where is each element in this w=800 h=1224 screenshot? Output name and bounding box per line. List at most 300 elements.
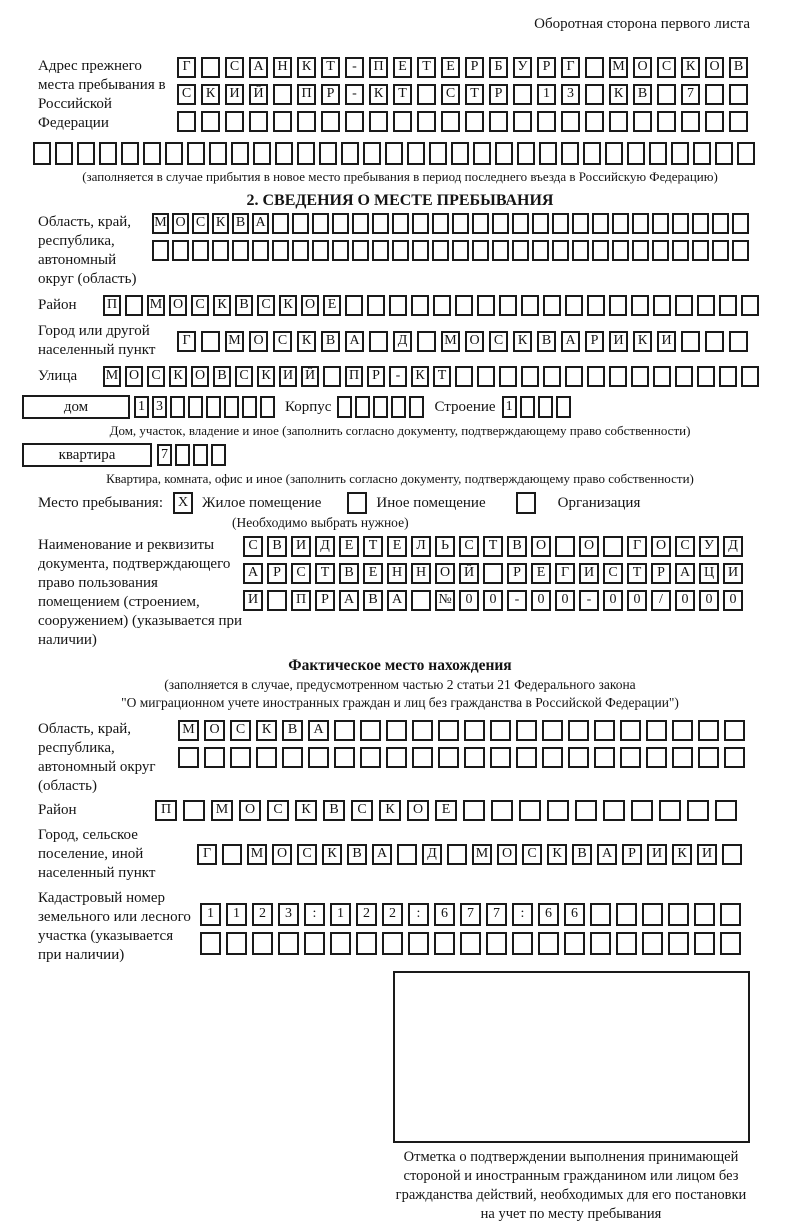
char-cell — [483, 563, 503, 584]
char-cell — [547, 800, 569, 821]
char-cell: Д — [422, 844, 442, 865]
char-cell: О — [272, 844, 292, 865]
char-cell: Е — [441, 57, 460, 78]
city-label: Город или другой населенный пункт — [38, 323, 156, 358]
char-cell — [355, 396, 370, 418]
actual-location-title: Фактическое место нахождения — [288, 657, 512, 674]
char-cell — [455, 366, 473, 387]
char-cell — [612, 240, 629, 261]
char-cell: Т — [465, 84, 484, 105]
char-cell: К — [201, 84, 220, 105]
char-cell: 2 — [356, 903, 377, 926]
char-cell — [273, 84, 292, 105]
char-cell — [652, 213, 669, 234]
char-cell — [253, 142, 271, 165]
char-cell: Т — [363, 536, 383, 557]
char-cell: М — [472, 844, 492, 865]
char-cell: 7 — [486, 903, 507, 926]
char-cell — [616, 932, 637, 955]
char-cell: И — [697, 844, 717, 865]
char-cell — [649, 142, 667, 165]
region3-label: Область, край, республика, автономный округ (область) — [38, 721, 156, 794]
char-cell: Н — [387, 563, 407, 584]
char-cell: Е — [435, 800, 457, 821]
char-cell — [697, 366, 715, 387]
char-cell — [200, 932, 221, 955]
char-cell — [486, 932, 507, 955]
char-cell — [407, 142, 425, 165]
char-cell — [345, 295, 363, 316]
char-cell — [363, 142, 381, 165]
char-cell: 0 — [627, 590, 647, 611]
char-cell — [532, 240, 549, 261]
prev-address-grid — [177, 57, 748, 132]
char-cell — [672, 720, 693, 741]
char-cell: В — [339, 563, 359, 584]
char-cell — [372, 213, 389, 234]
char-cell — [175, 444, 190, 466]
char-cell — [724, 747, 745, 768]
char-cell: Г — [177, 331, 196, 352]
char-grid-row — [243, 563, 743, 584]
char-cell — [668, 903, 689, 926]
char-cell: С — [192, 213, 209, 234]
char-cell: Г — [177, 57, 196, 78]
char-cell — [489, 111, 508, 132]
char-cell — [521, 295, 539, 316]
char-cell: Е — [393, 57, 412, 78]
char-cell — [178, 747, 199, 768]
char-cell: 1 — [134, 396, 149, 418]
char-cell — [177, 111, 196, 132]
char-grid-row — [134, 396, 275, 418]
char-cell: Р — [321, 84, 340, 105]
char-cell — [556, 396, 571, 418]
document-grid — [243, 536, 743, 611]
char-cell — [632, 240, 649, 261]
house-box: дом — [22, 395, 130, 419]
district-label: Район — [38, 297, 77, 313]
char-cell — [672, 747, 693, 768]
char-cell — [432, 240, 449, 261]
char-cell — [572, 213, 589, 234]
char-cell: Й — [301, 366, 319, 387]
char-cell — [409, 396, 424, 418]
char-cell: В — [213, 366, 231, 387]
char-cell: П — [369, 57, 388, 78]
char-cell: Р — [585, 331, 604, 352]
char-cell: М — [441, 331, 460, 352]
char-cell — [297, 142, 315, 165]
char-cell: М — [247, 844, 267, 865]
char-cell — [206, 396, 221, 418]
char-cell — [465, 111, 484, 132]
char-cell — [332, 213, 349, 234]
char-cell: А — [252, 213, 269, 234]
char-cell — [712, 213, 729, 234]
apartment-row — [22, 443, 778, 467]
char-cell — [231, 142, 249, 165]
char-cell — [732, 240, 749, 261]
char-cell — [729, 111, 748, 132]
char-cell: В — [729, 57, 748, 78]
char-cell: И — [291, 536, 311, 557]
char-cell — [477, 366, 495, 387]
char-cell: Р — [537, 57, 556, 78]
char-cell: У — [699, 536, 719, 557]
char-cell — [193, 444, 208, 466]
char-grid-row — [152, 213, 749, 234]
char-cell: О — [407, 800, 429, 821]
char-cell — [273, 111, 292, 132]
char-cell: М — [152, 213, 169, 234]
char-cell: С — [675, 536, 695, 557]
char-cell: С — [230, 720, 251, 741]
char-cell — [590, 903, 611, 926]
char-cell — [209, 142, 227, 165]
char-cell — [188, 396, 203, 418]
char-cell — [646, 747, 667, 768]
char-cell: № — [435, 590, 455, 611]
confirmation-caption-line: гражданства действий, необходимых для его постановки — [395, 1187, 747, 1203]
char-cell — [352, 240, 369, 261]
char-cell — [417, 331, 436, 352]
char-cell — [552, 240, 569, 261]
confirmation-caption-line: на учет по месту пребывания — [480, 1206, 662, 1222]
char-cell — [513, 111, 532, 132]
char-cell — [464, 747, 485, 768]
char-cell — [516, 720, 537, 741]
char-cell — [165, 142, 183, 165]
char-cell: В — [507, 536, 527, 557]
char-cell — [609, 366, 627, 387]
char-cell: И — [657, 331, 676, 352]
char-cell: Д — [723, 536, 743, 557]
char-cell — [672, 213, 689, 234]
char-cell — [337, 396, 352, 418]
char-cell — [712, 240, 729, 261]
char-cell: И — [723, 563, 743, 584]
char-cell — [225, 111, 244, 132]
char-cell — [464, 720, 485, 741]
char-cell — [722, 844, 742, 865]
char-cell: О — [465, 331, 484, 352]
char-cell — [719, 366, 737, 387]
confirmation-mark-box — [393, 971, 750, 1143]
char-cell: В — [363, 590, 383, 611]
char-cell: О — [705, 57, 724, 78]
char-cell — [460, 932, 481, 955]
char-cell — [516, 747, 537, 768]
char-cell — [490, 720, 511, 741]
char-cell — [55, 142, 73, 165]
char-cell — [692, 213, 709, 234]
char-cell — [542, 747, 563, 768]
char-cell — [627, 142, 645, 165]
char-cell — [230, 747, 251, 768]
char-cell: И — [243, 590, 263, 611]
char-grid-row — [177, 111, 748, 132]
char-cell: К — [322, 844, 342, 865]
char-cell: Т — [393, 84, 412, 105]
char-cell: 6 — [538, 903, 559, 926]
char-cell — [490, 747, 511, 768]
char-cell — [705, 331, 724, 352]
char-cell — [77, 142, 95, 165]
char-cell — [183, 800, 205, 821]
char-cell — [341, 142, 359, 165]
char-cell: О — [249, 331, 268, 352]
char-cell — [438, 720, 459, 741]
char-cell — [513, 84, 532, 105]
char-cell — [737, 142, 755, 165]
char-cell: - — [579, 590, 599, 611]
char-cell — [392, 240, 409, 261]
other-premises-label: Иное помещение — [376, 494, 486, 511]
char-cell — [590, 932, 611, 955]
char-cell — [609, 111, 628, 132]
char-cell — [561, 111, 580, 132]
char-cell: В — [232, 213, 249, 234]
char-cell: О — [633, 57, 652, 78]
char-cell: 1 — [537, 84, 556, 105]
char-grid-row — [152, 240, 749, 261]
char-cell: М — [609, 57, 628, 78]
char-cell — [373, 396, 388, 418]
char-grid-row — [502, 396, 571, 418]
char-cell — [226, 932, 247, 955]
char-cell: П — [291, 590, 311, 611]
char-cell — [612, 213, 629, 234]
char-cell — [543, 366, 561, 387]
char-cell — [187, 142, 205, 165]
char-cell — [519, 800, 541, 821]
char-cell — [631, 366, 649, 387]
char-cell: Т — [321, 57, 340, 78]
char-cell — [438, 747, 459, 768]
char-cell: Р — [507, 563, 527, 584]
char-cell — [642, 932, 663, 955]
char-cell — [201, 57, 220, 78]
char-cell — [372, 240, 389, 261]
char-cell — [675, 366, 693, 387]
char-cell: 7 — [460, 903, 481, 926]
char-cell: К — [256, 720, 277, 741]
char-cell — [564, 932, 585, 955]
region-block — [22, 213, 778, 289]
char-cell — [741, 295, 759, 316]
char-cell: С — [177, 84, 196, 105]
char-cell: М — [211, 800, 233, 821]
char-cell — [417, 111, 436, 132]
char-cell — [463, 800, 485, 821]
char-cell: С — [267, 800, 289, 821]
confirmation-caption-line: стороной и иностранным гражданином или лицом без — [403, 1168, 739, 1184]
char-cell — [724, 720, 745, 741]
char-cell — [385, 142, 403, 165]
char-cell — [715, 142, 733, 165]
char-cell: Г — [197, 844, 217, 865]
char-cell: С — [351, 800, 373, 821]
region3-block — [22, 720, 778, 796]
stay-option-organization — [516, 492, 641, 514]
char-cell: - — [345, 57, 364, 78]
char-cell: А — [345, 331, 364, 352]
char-cell: Р — [315, 590, 335, 611]
char-cell: С — [291, 563, 311, 584]
char-cell: Т — [433, 366, 451, 387]
char-cell: О — [497, 844, 517, 865]
char-cell: Л — [411, 536, 431, 557]
char-cell — [455, 295, 473, 316]
char-cell — [693, 142, 711, 165]
char-cell: С — [191, 295, 209, 316]
char-cell — [694, 903, 715, 926]
char-cell — [472, 213, 489, 234]
char-cell: К — [379, 800, 401, 821]
char-cell — [512, 240, 529, 261]
char-cell: К — [297, 331, 316, 352]
char-cell: Р — [622, 844, 642, 865]
char-cell: Е — [323, 295, 341, 316]
char-cell: 7 — [157, 444, 172, 466]
char-cell — [330, 932, 351, 955]
char-cell — [143, 142, 161, 165]
char-cell: К — [369, 84, 388, 105]
city-block — [22, 322, 778, 360]
char-cell: Т — [417, 57, 436, 78]
char-cell: И — [225, 84, 244, 105]
char-grid-row — [178, 720, 745, 741]
char-cell — [492, 213, 509, 234]
char-cell — [452, 240, 469, 261]
char-cell — [260, 396, 275, 418]
header-note: Оборотная сторона первого листа — [534, 16, 750, 32]
char-cell: 1 — [330, 903, 351, 926]
char-cell — [698, 720, 719, 741]
char-cell — [512, 213, 529, 234]
char-cell — [539, 142, 557, 165]
char-cell: 6 — [434, 903, 455, 926]
char-cell — [312, 240, 329, 261]
char-grid-row — [103, 366, 759, 387]
char-cell: К — [633, 331, 652, 352]
char-cell: С — [441, 84, 460, 105]
char-cell — [583, 142, 601, 165]
char-cell: 3 — [561, 84, 580, 105]
char-cell — [249, 111, 268, 132]
char-cell — [172, 240, 189, 261]
district3-label: Район — [38, 802, 77, 818]
char-cell — [705, 84, 724, 105]
char-cell: Д — [393, 331, 412, 352]
house-caption: Дом, участок, владение и иное (заполнить согласно документу, подтверждающему право собственности) — [109, 423, 691, 438]
char-cell — [473, 142, 491, 165]
char-cell: П — [345, 366, 363, 387]
char-cell: К — [279, 295, 297, 316]
char-cell: В — [321, 331, 340, 352]
char-cell — [304, 932, 325, 955]
char-cell: С — [522, 844, 542, 865]
char-cell — [411, 295, 429, 316]
char-cell: 3 — [152, 396, 167, 418]
actual-location-note-2: "О миграционном учете иностранных граждан и лиц без гражданства в Российской Федерации") — [121, 695, 679, 710]
char-cell — [646, 720, 667, 741]
char-cell — [432, 213, 449, 234]
char-cell: С — [603, 563, 623, 584]
char-cell: П — [155, 800, 177, 821]
district-block — [22, 295, 778, 316]
char-cell: О — [651, 536, 671, 557]
char-cell: К — [681, 57, 700, 78]
char-cell — [334, 720, 355, 741]
char-cell: К — [213, 295, 231, 316]
char-cell — [441, 111, 460, 132]
char-cell — [429, 142, 447, 165]
char-cell: У — [513, 57, 532, 78]
char-cell — [278, 932, 299, 955]
confirmation-caption — [351, 1148, 791, 1224]
char-cell — [605, 142, 623, 165]
char-cell — [657, 84, 676, 105]
char-cell — [499, 295, 517, 316]
char-cell: 1 — [200, 903, 221, 926]
korpus-label: Корпус — [285, 399, 332, 415]
char-cell: С — [235, 366, 253, 387]
char-cell: И — [609, 331, 628, 352]
char-cell: Ь — [435, 536, 455, 557]
char-cell: Е — [339, 536, 359, 557]
char-cell — [392, 213, 409, 234]
char-cell: Й — [459, 563, 479, 584]
char-cell — [517, 142, 535, 165]
char-cell: А — [249, 57, 268, 78]
cadastral-grid — [200, 903, 741, 955]
char-cell — [594, 747, 615, 768]
char-cell: В — [323, 800, 345, 821]
char-cell — [687, 800, 709, 821]
char-cell — [308, 747, 329, 768]
char-cell: В — [537, 331, 556, 352]
char-cell — [729, 84, 748, 105]
char-cell: - — [389, 366, 407, 387]
char-cell — [585, 84, 604, 105]
char-cell — [389, 295, 407, 316]
char-cell — [585, 57, 604, 78]
char-cell: О — [169, 295, 187, 316]
char-cell — [356, 932, 377, 955]
char-cell — [568, 747, 589, 768]
char-cell: В — [267, 536, 287, 557]
stay-type-note: (Необходимо выбрать нужное) — [232, 515, 409, 530]
char-cell: / — [651, 590, 671, 611]
char-cell — [537, 111, 556, 132]
cadastral-label: Кадастровый номер земельного или лесного участка (указывается при наличии) — [38, 890, 191, 963]
char-cell — [125, 295, 143, 316]
char-cell — [587, 295, 605, 316]
char-cell — [204, 747, 225, 768]
char-cell — [33, 142, 51, 165]
char-cell — [472, 240, 489, 261]
char-cell — [272, 213, 289, 234]
actual-location-note-1: (заполняется в случае, предусмотренном частью 2 статьи 21 Федерального закона — [164, 677, 636, 692]
char-cell — [360, 747, 381, 768]
char-grid-row-full — [33, 142, 778, 165]
char-cell — [603, 536, 623, 557]
char-cell: К — [672, 844, 692, 865]
char-cell: С — [147, 366, 165, 387]
char-cell: - — [345, 84, 364, 105]
